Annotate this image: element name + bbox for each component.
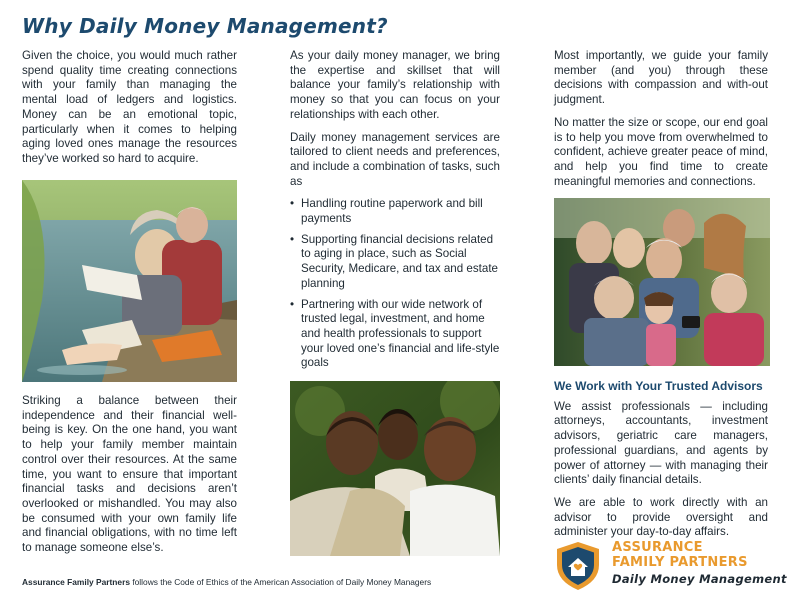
advisors-heading: We Work with Your Trusted Advisors — [554, 379, 763, 393]
list-item: • Partnering with our wide network of trusted legal, investment, and home and health professionals to support your loved one’s financial and life-style goals — [301, 298, 500, 372]
intro-paragraph: Given the choice, you would much rather spend quality time creating connections with your family than managing the mental load of ledgers and logistics. Money can be an emotional topic, particularly when it comes to helping aging loved ones manage the resources they’ve worked so hard to acquire. — [22, 49, 237, 165]
footer-company-name: Assurance Family Partners — [22, 577, 130, 587]
column-3-top — [554, 49, 768, 197]
services-paragraph: Daily money management services are tailored to client needs and preferences, and include a combination of tasks, such as — [290, 130, 500, 188]
footer-text: follows the Code of Ethics of the American Association of Daily Money Managers — [130, 577, 432, 587]
advisors-direct-paragraph: We are able to work directly with an advisor to provide oversight and administer your day-to-day affairs. — [554, 495, 768, 539]
photo-family-group — [554, 198, 770, 366]
advisors-paragraph: We assist professionals — including attorneys, accountants, investment advisors, geriatric care managers, professional guardians, and agents by power of attorney — with managing their clients’ daily financial details. — [554, 399, 768, 487]
logo-line-family-partners: FAMILY PARTNERS — [612, 555, 748, 570]
photo-father-and-son — [290, 381, 500, 556]
photo-couple-by-pond — [22, 180, 237, 382]
footer-note — [22, 577, 431, 587]
family-group-image — [554, 198, 770, 366]
guidance-paragraph: Most importantly, we guide your family member (and you) through these decisions with compassion and with-out judgment. — [554, 49, 768, 107]
list-item: • Supporting financial decisions related to aging in place, such as Social Security, Medicare, and tax and estate planning — [301, 233, 500, 292]
balance-paragraph: Striking a balance between their independence and their financial well-being is key. On the one hand, you want to help your family member maintain control over their resources. At the same time, you want to ensure that important financial tasks and decisions aren’t overlooked or mishandled. You may also be consumed with your own family life and financial obligations, with no time left to manage someone else’s. — [22, 394, 237, 555]
logo-text — [612, 540, 787, 587]
list-item: • Handling routine paperwork and bill payments — [301, 197, 500, 226]
column-2 — [290, 49, 500, 377]
house-shield-icon — [556, 541, 600, 591]
couple-by-pond-image — [22, 180, 237, 382]
page-title: Why Daily Money Management? — [22, 14, 388, 38]
column-1-balance — [22, 394, 237, 564]
shield-logo-icon — [556, 541, 600, 591]
logo-tagline: Daily Money Management — [612, 572, 787, 586]
column-3-advisors — [554, 379, 768, 548]
father-and-son-image — [290, 381, 500, 556]
goal-paragraph: No matter the size or scope, our end goal is to help you move from overwhelmed to confident, achieve greater peace of mind, and help you find time to create meaningful memories and connections. — [554, 115, 768, 188]
task-list — [290, 197, 500, 371]
expertise-paragraph: As your daily money manager, we bring the expertise and skillset that will balance your family’s relationship with money so that you can focus on your relationships with each other. — [290, 49, 500, 121]
logo-line-assurance: ASSURANCE — [612, 540, 703, 555]
column-1-intro — [22, 49, 237, 175]
